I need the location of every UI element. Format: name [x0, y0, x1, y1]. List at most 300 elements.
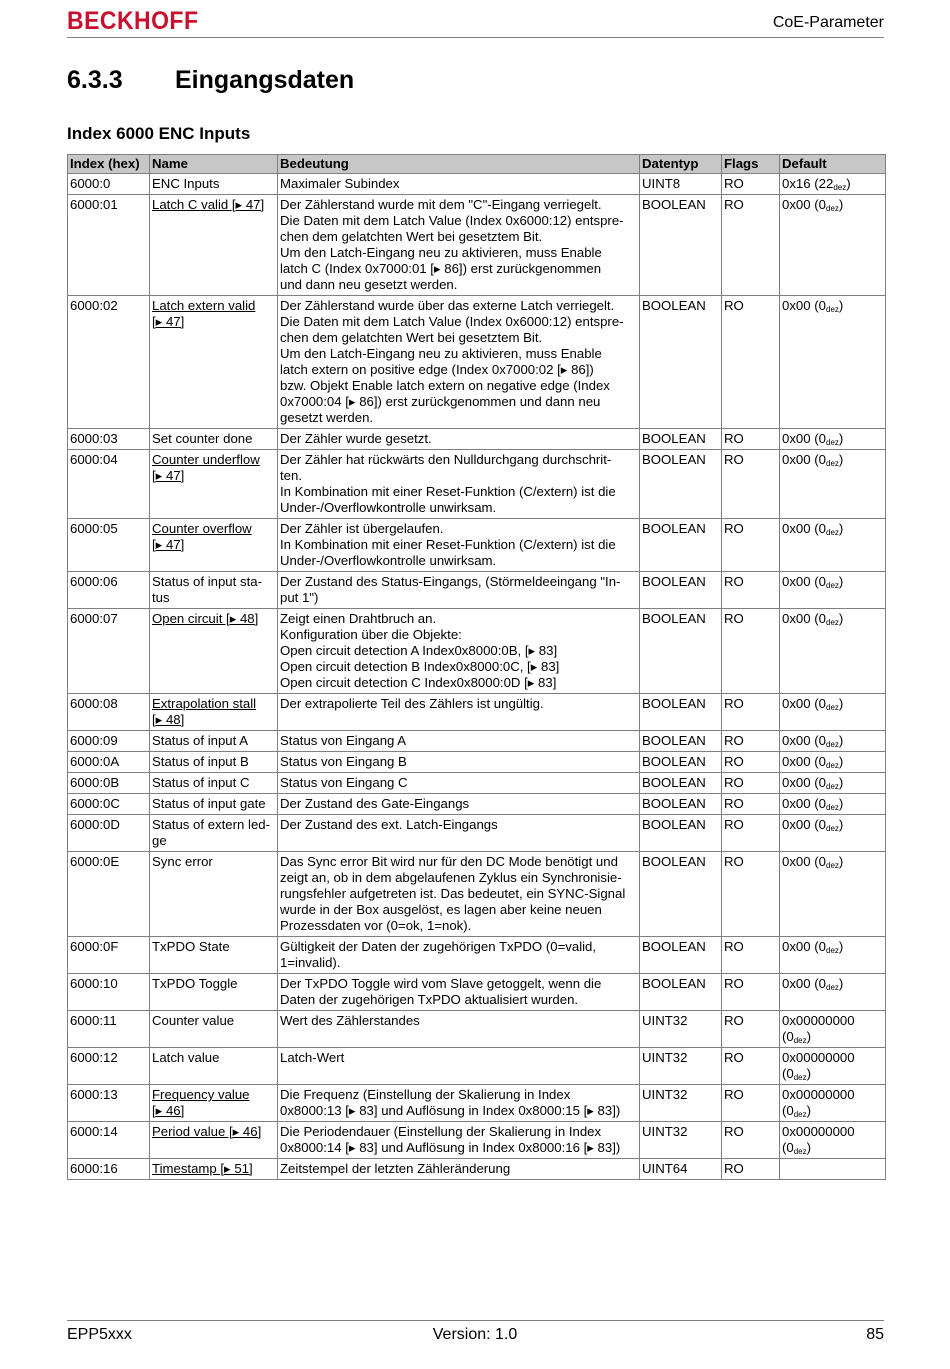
- default-value: 0x00 (0: [782, 796, 826, 811]
- cell-index: 6000:04: [68, 450, 150, 519]
- cell-index: 6000:0A: [68, 752, 150, 773]
- bedeutung-line: Status von Eingang A: [280, 733, 407, 748]
- default-base-subscript: dez: [826, 761, 839, 770]
- cell-default: [780, 937, 886, 974]
- table-row: [68, 296, 886, 429]
- cell-default: [780, 519, 886, 572]
- bedeutung-line: put 1"): [280, 590, 319, 605]
- cell-name: [150, 852, 278, 937]
- default-close: ): [838, 775, 844, 790]
- cell-default: [780, 1122, 886, 1159]
- bedeutung-line: zeigt an, ob in dem abgelaufenen Zyklus ein Synchronisie-: [280, 870, 622, 885]
- cell-default: [780, 773, 886, 794]
- table-title: Index 6000 ENC Inputs: [67, 124, 251, 143]
- default-value: 0x16 (22: [782, 176, 834, 191]
- cell-index: 6000:10: [68, 974, 150, 1011]
- cell-name: [150, 1159, 278, 1180]
- table-row: [68, 450, 886, 519]
- table-row: [68, 1085, 886, 1122]
- default-close: ): [838, 197, 844, 212]
- cell-index: 6000:0C: [68, 794, 150, 815]
- cell-bedeutung: [278, 519, 640, 572]
- default-decimal-value: (0: [782, 1066, 794, 1081]
- bedeutung-line: gesetzt werden.: [280, 410, 374, 425]
- default-base-subscript: dez: [826, 803, 839, 812]
- cell-bedeutung: [278, 429, 640, 450]
- name-text: Status of extern led-: [152, 817, 271, 832]
- name-link[interactable]: Latch C valid [▸ 47]: [152, 197, 265, 212]
- cell-name: [150, 1085, 278, 1122]
- name-text: tus: [152, 590, 170, 605]
- cell-flags: RO: [722, 519, 780, 572]
- bedeutung-line: Die Daten mit dem Latch Value (Index 0x6000:12) entspre-: [280, 213, 624, 228]
- default-close: ): [846, 176, 851, 191]
- cell-flags: RO: [722, 195, 780, 296]
- col-index-header: Index (hex): [68, 155, 150, 174]
- bedeutung-line: Wert des Zählerstandes: [280, 1013, 420, 1028]
- default-value: 0x00 (0: [782, 733, 826, 748]
- cell-datentyp: UINT32: [640, 1011, 722, 1048]
- cell-name: [150, 752, 278, 773]
- cell-name: [150, 429, 278, 450]
- default-base-subscript: dez: [826, 528, 839, 537]
- name-link[interactable]: Counter underflow: [152, 452, 260, 467]
- default-value: 0x00 (0: [782, 754, 826, 769]
- bedeutung-line: Prozessdaten vor (0=ok, 1=nok).: [280, 918, 472, 933]
- name-text: Counter value: [152, 1013, 235, 1028]
- cell-datentyp: UINT32: [640, 1122, 722, 1159]
- default-base-subscript: dez: [833, 183, 847, 192]
- cell-index: 6000:13: [68, 1085, 150, 1122]
- bedeutung-line: Latch-Wert: [280, 1050, 345, 1065]
- cell-default: [780, 450, 886, 519]
- bedeutung-line: Open circuit detection B Index0x8000:0C, [▸ 83]: [280, 659, 560, 674]
- cell-name: [150, 1011, 278, 1048]
- name-text: Status of input sta-: [152, 574, 262, 589]
- cell-datentyp: BOOLEAN: [640, 572, 722, 609]
- default-base-subscript: dez: [826, 581, 839, 590]
- cell-datentyp: BOOLEAN: [640, 450, 722, 519]
- cell-datentyp: BOOLEAN: [640, 752, 722, 773]
- cell-index: 6000:12: [68, 1048, 150, 1085]
- default-base-subscript: dez: [793, 1110, 807, 1119]
- bedeutung-line: 1=invalid).: [280, 955, 341, 970]
- cell-datentyp: BOOLEAN: [640, 852, 722, 937]
- cell-datentyp: BOOLEAN: [640, 773, 722, 794]
- cell-datentyp: BOOLEAN: [640, 731, 722, 752]
- cell-flags: RO: [722, 773, 780, 794]
- cell-index: 6000:0D: [68, 815, 150, 852]
- default-close: ): [838, 521, 844, 536]
- bedeutung-line: Konfiguration über die Objekte:: [280, 627, 462, 642]
- table-row: [68, 519, 886, 572]
- table-body: [68, 174, 886, 1180]
- bedeutung-line: 0x7000:04 [▸ 86]) erst zurückgenommen und dann neu: [280, 394, 601, 409]
- cell-name: [150, 974, 278, 1011]
- bedeutung-line: Der Zustand des Gate-Eingangs: [280, 796, 470, 811]
- name-link[interactable]: [▸ 47]: [152, 468, 185, 483]
- cell-name: [150, 450, 278, 519]
- cell-flags: RO: [722, 852, 780, 937]
- cell-name: [150, 694, 278, 731]
- table-row: [68, 815, 886, 852]
- default-close: ): [838, 431, 844, 446]
- cell-default: [780, 1011, 886, 1048]
- cell-default: [780, 815, 886, 852]
- cell-flags: RO: [722, 974, 780, 1011]
- cell-flags: RO: [722, 296, 780, 429]
- col-bedeutung-header: Bedeutung: [278, 155, 640, 174]
- default-close: ): [838, 696, 844, 711]
- cell-name: [150, 937, 278, 974]
- cell-index: 6000:14: [68, 1122, 150, 1159]
- bedeutung-line: Zeitstempel der letzten Zähleränderung: [280, 1161, 511, 1176]
- default-value: 0x00 (0: [782, 854, 826, 869]
- section-heading: [67, 66, 354, 95]
- cell-datentyp: UINT32: [640, 1085, 722, 1122]
- cell-bedeutung: [278, 694, 640, 731]
- default-value: 0x00000000: [782, 1050, 855, 1065]
- col-flags-header: Flags: [722, 155, 780, 174]
- cell-index: 6000:16: [68, 1159, 150, 1180]
- name-link[interactable]: Open circuit [▸ 48]: [152, 611, 259, 626]
- cell-index: 6000:0B: [68, 773, 150, 794]
- default-value: 0x00 (0: [782, 976, 826, 991]
- default-close: ): [806, 1066, 812, 1081]
- table-row: [68, 731, 886, 752]
- cell-flags: RO: [722, 609, 780, 694]
- cell-datentyp: BOOLEAN: [640, 609, 722, 694]
- cell-default: [780, 429, 886, 450]
- name-link[interactable]: [▸ 48]: [152, 712, 185, 727]
- cell-bedeutung: [278, 937, 640, 974]
- bedeutung-line: rungsfehler aufgetreten ist. Das bedeutet, ein SYNC-Signal: [280, 886, 626, 901]
- col-name-header: Name: [150, 155, 278, 174]
- cell-flags: RO: [722, 1122, 780, 1159]
- cell-default: [780, 852, 886, 937]
- table-header-row: [68, 155, 886, 174]
- default-value: 0x00 (0: [782, 431, 826, 446]
- name-text: Status of input B: [152, 754, 249, 769]
- name-link[interactable]: Extrapolation stall: [152, 696, 257, 711]
- table-row: [68, 1048, 886, 1085]
- cell-datentyp: BOOLEAN: [640, 296, 722, 429]
- bedeutung-line: Zeigt einen Drahtbruch an.: [280, 611, 437, 626]
- default-close: ): [838, 452, 844, 467]
- cell-name: [150, 174, 278, 195]
- table-row: [68, 609, 886, 694]
- default-close: ): [838, 976, 844, 991]
- default-base-subscript: dez: [826, 740, 839, 749]
- table-row: [68, 572, 886, 609]
- table-row: [68, 195, 886, 296]
- default-value: 0x00000000: [782, 1087, 855, 1102]
- bedeutung-line: ten.: [280, 468, 302, 483]
- bedeutung-line: 0x8000:13 [▸ 83] und Auflösung in Index 0x8000:15 [▸ 83]): [280, 1103, 621, 1118]
- cell-flags: RO: [722, 937, 780, 974]
- default-value: 0x00 (0: [782, 696, 826, 711]
- bedeutung-line: Die Periodendauer (Einstellung der Skalierung in Index: [280, 1124, 602, 1139]
- cell-bedeutung: [278, 572, 640, 609]
- bedeutung-line: Der Zähler hat rückwärts den Nulldurchgang durchschrit-: [280, 452, 612, 467]
- default-value: 0x00000000: [782, 1013, 855, 1028]
- cell-bedeutung: [278, 852, 640, 937]
- cell-index: 6000:09: [68, 731, 150, 752]
- cell-name: [150, 195, 278, 296]
- bedeutung-line: Der TxPDO Toggle wird vom Slave getoggelt, wenn die: [280, 976, 602, 991]
- name-text: ge: [152, 833, 167, 848]
- bedeutung-line: Um den Latch-Eingang neu zu aktivieren, muss Enable: [280, 245, 602, 260]
- cell-flags: RO: [722, 429, 780, 450]
- cell-default: [780, 1159, 886, 1180]
- cell-bedeutung: [278, 1011, 640, 1048]
- cell-name: [150, 1122, 278, 1159]
- bedeutung-line: Gültigkeit der Daten der zugehörigen TxPDO (0=valid,: [280, 939, 597, 954]
- cell-bedeutung: [278, 174, 640, 195]
- cell-default: [780, 572, 886, 609]
- cell-index: 6000:0: [68, 174, 150, 195]
- bedeutung-line: und dann neu gesetzt werden.: [280, 277, 458, 292]
- col-default-header: Default: [780, 155, 886, 174]
- cell-index: 6000:0E: [68, 852, 150, 937]
- table-row: [68, 937, 886, 974]
- bedeutung-line: In Kombination mit einer Reset-Funktion (C/extern) ist die: [280, 537, 616, 552]
- cell-default: [780, 195, 886, 296]
- coe-parameter-table: [67, 154, 886, 1180]
- name-text: TxPDO State: [152, 939, 230, 954]
- bedeutung-line: Der Zählerstand wurde mit dem "C"-Eingang verriegelt.: [280, 197, 602, 212]
- bedeutung-line: Under-/Overflowkontrolle unwirksam.: [280, 500, 497, 515]
- cell-datentyp: BOOLEAN: [640, 937, 722, 974]
- table-row: [68, 1122, 886, 1159]
- table-row: [68, 974, 886, 1011]
- name-text: Set counter done: [152, 431, 253, 446]
- default-base-subscript: dez: [826, 824, 839, 833]
- cell-index: 6000:02: [68, 296, 150, 429]
- default-close: ): [838, 754, 844, 769]
- cell-default: [780, 794, 886, 815]
- section-number: 6.3.3: [67, 66, 123, 94]
- cell-index: 6000:05: [68, 519, 150, 572]
- name-link[interactable]: [▸ 47]: [152, 314, 185, 329]
- cell-flags: RO: [722, 174, 780, 195]
- cell-bedeutung: [278, 731, 640, 752]
- default-value: 0x00 (0: [782, 817, 826, 832]
- default-value: 0x00 (0: [782, 939, 826, 954]
- footer-divider: [67, 1320, 884, 1321]
- bedeutung-line: Der Zustand des ext. Latch-Eingangs: [280, 817, 498, 832]
- cell-datentyp: BOOLEAN: [640, 794, 722, 815]
- bedeutung-line: Der Zähler ist übergelaufen.: [280, 521, 444, 536]
- col-datentyp-header: Datentyp: [640, 155, 722, 174]
- name-link[interactable]: Frequency value: [152, 1087, 250, 1102]
- default-base-subscript: dez: [826, 782, 839, 791]
- default-base-subscript: dez: [793, 1036, 807, 1045]
- cell-bedeutung: [278, 609, 640, 694]
- name-text: ENC Inputs: [152, 176, 220, 191]
- default-decimal: [782, 1103, 883, 1119]
- bedeutung-line: Der extrapolierte Teil des Zählers ist ungültig.: [280, 696, 544, 711]
- cell-name: [150, 572, 278, 609]
- cell-name: [150, 519, 278, 572]
- name-text: TxPDO Toggle: [152, 976, 238, 991]
- cell-datentyp: BOOLEAN: [640, 815, 722, 852]
- default-decimal: [782, 1066, 883, 1082]
- cell-name: [150, 815, 278, 852]
- cell-default: [780, 694, 886, 731]
- cell-index: 6000:03: [68, 429, 150, 450]
- cell-bedeutung: [278, 195, 640, 296]
- header-divider: [67, 37, 884, 38]
- default-base-subscript: dez: [793, 1073, 807, 1082]
- cell-index: 6000:0F: [68, 937, 150, 974]
- default-close: ): [806, 1103, 812, 1118]
- name-link[interactable]: [▸ 47]: [152, 537, 185, 552]
- name-text: Latch value: [152, 1050, 220, 1065]
- cell-index: 6000:01: [68, 195, 150, 296]
- cell-flags: RO: [722, 815, 780, 852]
- bedeutung-line: latch C (Index 0x7000:01 [▸ 86]) erst zurückgenommen: [280, 261, 602, 276]
- default-base-subscript: dez: [826, 438, 839, 447]
- cell-datentyp: BOOLEAN: [640, 195, 722, 296]
- cell-bedeutung: [278, 752, 640, 773]
- footer-product: EPP5xxx: [67, 1326, 132, 1343]
- cell-bedeutung: [278, 296, 640, 429]
- bedeutung-line: latch extern on positive edge (Index 0x7000:02 [▸ 86]): [280, 362, 594, 377]
- cell-bedeutung: [278, 1159, 640, 1180]
- footer-page-number: 85: [866, 1326, 884, 1343]
- bedeutung-line: Status von Eingang B: [280, 754, 407, 769]
- cell-default: [780, 609, 886, 694]
- name-text: Sync error: [152, 854, 213, 869]
- default-decimal-value: (0: [782, 1103, 794, 1118]
- cell-default: [780, 296, 886, 429]
- bedeutung-line: In Kombination mit einer Reset-Funktion (C/extern) ist die: [280, 484, 616, 499]
- default-decimal-value: (0: [782, 1029, 794, 1044]
- default-close: ): [838, 796, 844, 811]
- default-base-subscript: dez: [826, 618, 839, 627]
- default-close: ): [838, 298, 844, 313]
- cell-flags: RO: [722, 1011, 780, 1048]
- cell-bedeutung: [278, 1085, 640, 1122]
- default-close: ): [838, 574, 844, 589]
- bedeutung-line: 0x8000:14 [▸ 83] und Auflösung in Index 0x8000:16 [▸ 83]): [280, 1140, 621, 1155]
- bedeutung-line: Status von Eingang C: [280, 775, 408, 790]
- cell-name: [150, 1048, 278, 1085]
- table-row: [68, 794, 886, 815]
- default-close: ): [838, 817, 844, 832]
- cell-index: 6000:11: [68, 1011, 150, 1048]
- default-close: ): [806, 1029, 812, 1044]
- cell-flags: RO: [722, 794, 780, 815]
- name-link[interactable]: Counter overflow: [152, 521, 252, 536]
- bedeutung-line: Der Zähler wurde gesetzt.: [280, 431, 432, 446]
- cell-index: 6000:08: [68, 694, 150, 731]
- bedeutung-line: Open circuit detection A Index0x8000:0B, [▸ 83]: [280, 643, 558, 658]
- bedeutung-line: Maximaler Subindex: [280, 176, 400, 191]
- cell-bedeutung: [278, 1048, 640, 1085]
- default-base-subscript: dez: [826, 861, 839, 870]
- bedeutung-line: wurde in der Box ausgelöst, es lagen aber keine neuen: [280, 902, 602, 917]
- table-row: [68, 694, 886, 731]
- name-link[interactable]: [▸ 46]: [152, 1103, 185, 1118]
- bedeutung-line: Das Sync error Bit wird nur für den DC Mode benötigt und: [280, 854, 618, 869]
- cell-name: [150, 296, 278, 429]
- cell-datentyp: UINT8: [640, 174, 722, 195]
- cell-index: 6000:06: [68, 572, 150, 609]
- table-row: [68, 752, 886, 773]
- cell-default: [780, 1048, 886, 1085]
- cell-flags: RO: [722, 450, 780, 519]
- cell-bedeutung: [278, 794, 640, 815]
- footer-version: Version: 1.0: [432, 1326, 518, 1343]
- bedeutung-line: Der Zustand des Status-Eingangs, (Störmeldeeingang "In-: [280, 574, 621, 589]
- default-value: 0x00 (0: [782, 574, 826, 589]
- default-value: 0x00000000: [782, 1124, 855, 1139]
- cell-default: [780, 974, 886, 1011]
- cell-bedeutung: [278, 450, 640, 519]
- default-close: ): [838, 611, 844, 626]
- bedeutung-line: Die Daten mit dem Latch Value (Index 0x6000:12) entspre-: [280, 314, 624, 329]
- table-row: [68, 174, 886, 195]
- cell-flags: RO: [722, 731, 780, 752]
- cell-datentyp: UINT32: [640, 1048, 722, 1085]
- cell-default: [780, 731, 886, 752]
- section-title: Eingangsdaten: [175, 66, 355, 94]
- bedeutung-line: Um den Latch-Eingang neu zu aktivieren, muss Enable: [280, 346, 602, 361]
- bedeutung-line: Daten der zugehörigen TxPDO aktualisiert wurden.: [280, 992, 579, 1007]
- default-base-subscript: dez: [826, 305, 839, 314]
- bedeutung-line: chen dem gelatchten Wert bei gesetztem Bit.: [280, 330, 543, 345]
- cell-datentyp: BOOLEAN: [640, 429, 722, 450]
- default-close: ): [806, 1140, 812, 1155]
- default-close: ): [838, 854, 844, 869]
- cell-bedeutung: [278, 815, 640, 852]
- table-row: [68, 852, 886, 937]
- beckhoff-logo: BECKHOFF: [67, 7, 199, 35]
- cell-default: [780, 174, 886, 195]
- cell-flags: RO: [722, 1159, 780, 1180]
- name-link[interactable]: Timestamp [▸ 51]: [152, 1161, 253, 1176]
- default-value: 0x00 (0: [782, 298, 826, 313]
- default-base-subscript: dez: [793, 1147, 807, 1156]
- cell-name: [150, 731, 278, 752]
- cell-default: [780, 1085, 886, 1122]
- bedeutung-line: Under-/Overflowkontrolle unwirksam.: [280, 553, 497, 568]
- table-row: [68, 773, 886, 794]
- cell-index: 6000:07: [68, 609, 150, 694]
- default-close: ): [838, 733, 844, 748]
- cell-name: [150, 773, 278, 794]
- cell-flags: RO: [722, 752, 780, 773]
- bedeutung-line: chen dem gelatchten Wert bei gesetztem Bit.: [280, 229, 543, 244]
- header-section-title: CoE-Parameter: [772, 14, 884, 31]
- name-link[interactable]: Latch extern valid: [152, 298, 256, 313]
- cell-flags: RO: [722, 1048, 780, 1085]
- default-value: 0x00 (0: [782, 775, 826, 790]
- default-close: ): [838, 939, 844, 954]
- default-value: 0x00 (0: [782, 452, 826, 467]
- name-text: Status of input A: [152, 733, 249, 748]
- default-value: 0x00 (0: [782, 521, 826, 536]
- cell-name: [150, 794, 278, 815]
- table-row: [68, 1159, 886, 1180]
- cell-default: [780, 752, 886, 773]
- cell-flags: RO: [722, 1085, 780, 1122]
- name-link[interactable]: Period value [▸ 46]: [152, 1124, 262, 1139]
- cell-datentyp: BOOLEAN: [640, 694, 722, 731]
- cell-datentyp: BOOLEAN: [640, 974, 722, 1011]
